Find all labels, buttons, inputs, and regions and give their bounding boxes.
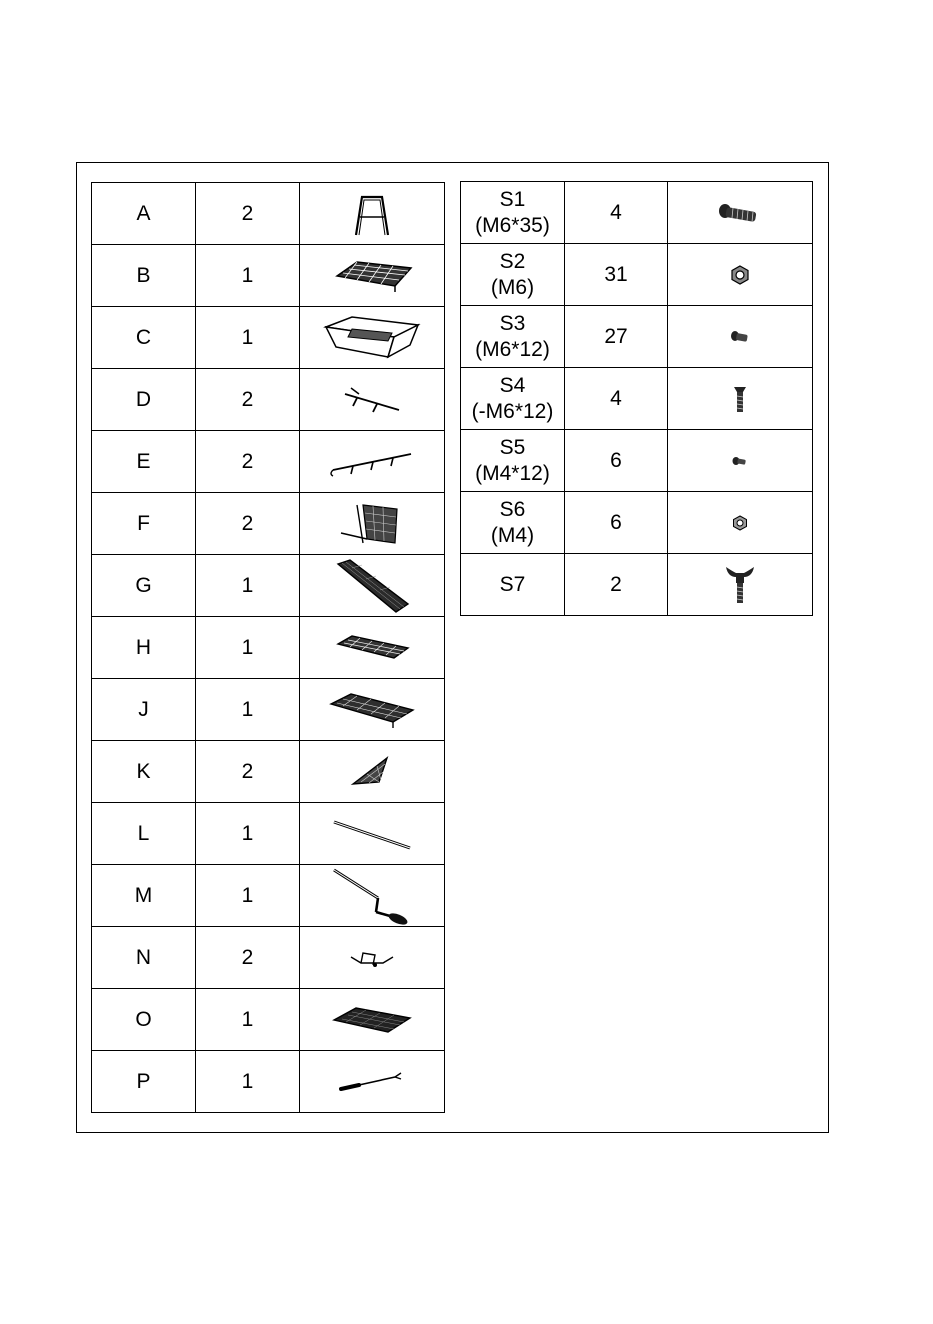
hook-rod-icon <box>327 442 417 482</box>
part-label: F <box>92 493 196 555</box>
hardware-label <box>461 492 565 554</box>
part-illustration <box>300 493 445 555</box>
part-label: G <box>92 555 196 617</box>
table-row <box>461 368 813 430</box>
part-quantity: 2 <box>196 369 300 431</box>
table-row <box>92 989 445 1051</box>
hardware-code: S7 <box>499 572 526 596</box>
cooking-grate-icon <box>330 1002 414 1038</box>
table-row <box>92 307 445 369</box>
parts-table <box>91 182 445 1113</box>
hardware-code: S1 <box>499 187 526 211</box>
wing-bolt-icon <box>722 563 758 607</box>
table-row <box>92 555 445 617</box>
hardware-quantity: 4 <box>565 182 668 244</box>
part-quantity: 1 <box>196 245 300 307</box>
hardware-illustration <box>668 306 813 368</box>
hardware-label <box>461 306 565 368</box>
hardware-spec: (M4*12) <box>475 461 550 485</box>
part-label: A <box>92 183 196 245</box>
table-row <box>92 803 445 865</box>
table-row <box>92 183 445 245</box>
hardware-illustration <box>668 244 813 306</box>
part-illustration <box>300 927 445 989</box>
hardware-illustration <box>668 430 813 492</box>
hardware-quantity: 31 <box>565 244 668 306</box>
part-illustration <box>300 555 445 617</box>
table-row <box>92 865 445 927</box>
hardware-code: S3 <box>499 311 526 335</box>
part-illustration <box>300 989 445 1051</box>
hardware-illustration <box>668 554 813 616</box>
hardware-illustration <box>668 368 813 430</box>
hardware-quantity: 6 <box>565 492 668 554</box>
hardware-spec: (-M6*12) <box>471 399 554 423</box>
hardware-spec: (M6*35) <box>475 213 550 237</box>
part-illustration <box>300 679 445 741</box>
part-label: O <box>92 989 196 1051</box>
charcoal-grate-icon <box>327 256 417 296</box>
table-row <box>461 182 813 244</box>
part-quantity: 2 <box>196 183 300 245</box>
small-bolt-icon <box>730 453 750 469</box>
part-label: E <box>92 431 196 493</box>
part-label: D <box>92 369 196 431</box>
hardware-illustration <box>668 492 813 554</box>
long-bolt-icon <box>715 198 765 228</box>
part-quantity: 2 <box>196 493 300 555</box>
hardware-code: S4 <box>499 373 526 397</box>
part-quantity: 1 <box>196 1051 300 1113</box>
clip-icon <box>347 943 397 973</box>
part-quantity: 2 <box>196 741 300 803</box>
table-row <box>461 554 813 616</box>
table-row <box>92 431 445 493</box>
mesh-panel-icon <box>332 558 412 614</box>
part-quantity: 1 <box>196 865 300 927</box>
short-bolt-icon <box>728 327 752 347</box>
hardware-quantity: 27 <box>565 306 668 368</box>
hardware-quantity: 2 <box>565 554 668 616</box>
triangle-mesh-icon <box>347 752 397 792</box>
part-quantity: 1 <box>196 803 300 865</box>
small-nut-icon <box>730 513 750 533</box>
part-quantity: 1 <box>196 989 300 1051</box>
part-illustration <box>300 183 445 245</box>
part-label: B <box>92 245 196 307</box>
table-row <box>92 741 445 803</box>
part-illustration <box>300 307 445 369</box>
part-label: L <box>92 803 196 865</box>
hardware-code: S6 <box>499 497 526 521</box>
hardware-table <box>460 181 813 616</box>
part-quantity: 2 <box>196 431 300 493</box>
part-label: P <box>92 1051 196 1113</box>
small-grill-grate-icon <box>332 630 412 666</box>
hardware-spec: (M4) <box>490 523 535 547</box>
a-frame-leg-icon <box>342 189 402 239</box>
table-row <box>461 306 813 368</box>
tool-hook-icon <box>337 1067 407 1097</box>
large-grill-grate-icon <box>327 688 417 732</box>
part-label: J <box>92 679 196 741</box>
firebox-tray-icon <box>322 313 422 363</box>
hardware-label <box>461 244 565 306</box>
part-quantity: 1 <box>196 679 300 741</box>
hardware-label <box>461 554 565 616</box>
hardware-label <box>461 368 565 430</box>
part-quantity: 2 <box>196 927 300 989</box>
table-row <box>92 493 445 555</box>
table-row <box>461 430 813 492</box>
straight-rod-icon <box>330 814 414 854</box>
crank-handle-icon <box>330 866 414 926</box>
table-row <box>92 245 445 307</box>
hardware-code: S5 <box>499 435 526 459</box>
part-quantity: 1 <box>196 307 300 369</box>
part-label: M <box>92 865 196 927</box>
hardware-spec: (M6*12) <box>475 337 550 361</box>
part-illustration <box>300 865 445 927</box>
support-rod-icon <box>337 380 407 420</box>
side-shelf-bracket-icon <box>337 499 407 549</box>
part-illustration <box>300 803 445 865</box>
part-illustration <box>300 741 445 803</box>
table-row <box>92 679 445 741</box>
hardware-code: S2 <box>499 249 526 273</box>
hardware-quantity: 6 <box>565 430 668 492</box>
table-row <box>92 1051 445 1113</box>
part-quantity: 1 <box>196 555 300 617</box>
hardware-spec: (M6) <box>490 275 535 299</box>
hardware-label <box>461 430 565 492</box>
part-illustration <box>300 369 445 431</box>
table-row <box>461 492 813 554</box>
hardware-quantity: 4 <box>565 368 668 430</box>
table-row <box>92 369 445 431</box>
part-label: C <box>92 307 196 369</box>
part-label: H <box>92 617 196 679</box>
table-row <box>92 617 445 679</box>
part-label: N <box>92 927 196 989</box>
part-illustration <box>300 1051 445 1113</box>
table-row <box>92 927 445 989</box>
part-quantity: 1 <box>196 617 300 679</box>
part-illustration <box>300 431 445 493</box>
hardware-illustration <box>668 182 813 244</box>
nut-icon <box>728 263 752 287</box>
countersunk-screw-icon <box>732 384 748 414</box>
part-illustration <box>300 245 445 307</box>
part-label: K <box>92 741 196 803</box>
part-illustration <box>300 617 445 679</box>
table-row <box>461 244 813 306</box>
hardware-label <box>461 182 565 244</box>
